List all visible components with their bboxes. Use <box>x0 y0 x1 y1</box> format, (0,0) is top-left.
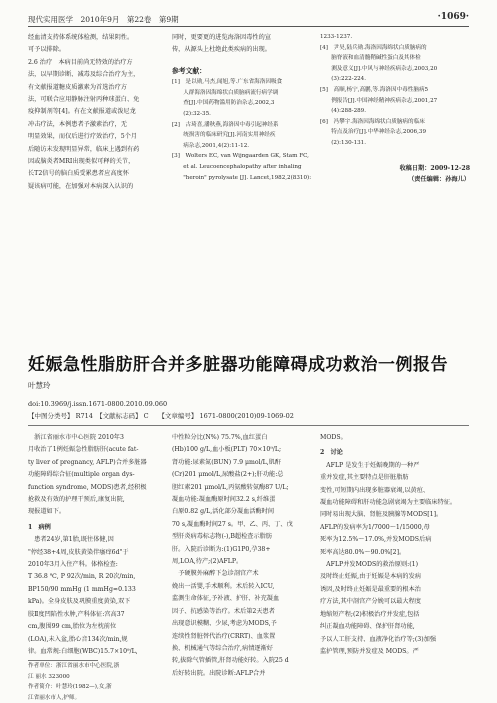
text-line: function syndrome, MODS)患者,经积极 <box>28 483 147 491</box>
text-line: 法，可联合应用静脉注射丙种球蛋白、免 <box>28 96 140 104</box>
text-line: 2.6 治疗 本病目前尚无特效的治疗方 <box>28 58 133 66</box>
reference-line: [6] 冯攀宇.海洛因海绵状白质脑病的临床 <box>320 118 425 125</box>
reference-line: 统损害的临床研究[J].河南实用神经疾 <box>172 132 276 139</box>
text-line: 70 s,凝血酶时间27 s。甲、乙、丙、丁、戊 <box>172 520 293 528</box>
text-line: 型肝炎病毒标志物(-),B超检查示脂肪 <box>172 533 273 541</box>
journal-info: 现代实用医学 2010年9月 第22卷 第9期 <box>28 15 179 24</box>
reference-line: (2):130-131. <box>320 139 367 146</box>
text-line: 地缩短产程;(2)积极治疗并发症,包括 <box>320 610 420 618</box>
text-line: 同时，更要更的进览海洛因毒性的宣 <box>172 34 271 41</box>
classification-line: 【中图分类号】 R714 【文献标志码】 C 【文章编号】 1671-0800(2010)09-1069-02 <box>28 412 294 420</box>
text-line: AFLP并发MODS的救治原则:(1) <box>320 561 418 569</box>
text-line: AFLP的发病率为1/7000～1/15000,母 <box>320 523 430 531</box>
text-line: cm,腹围99 cm,胎位为左枕前位 <box>28 623 117 631</box>
reference-line: et al. Leucoencephalopathy after inhaling <box>172 163 302 170</box>
text-line: 冲击疗法，本例患者予激素治疗，无 <box>28 120 127 128</box>
text-line: 疑该病可能，在加强对本病深入认识的 <box>28 182 134 190</box>
text-line: 死率高达80.0%～90.0%[2]。 <box>320 548 406 556</box>
text-line: 变性,可短期内出现多脏器衰竭,以黄疸、 <box>320 486 430 494</box>
text-line: 患者24岁,第1胎,既往体健,因 <box>28 536 114 544</box>
doi: doi:10.3969/j.issn.1671-0800.2010.09.060 <box>28 400 168 408</box>
text-line: "停经38+4周,皮肤黄染伴瘙痒6d"于 <box>28 548 129 556</box>
text-line: AFLP 是发生于妊娠晚期的一种严 <box>320 461 420 469</box>
page-number: ·1069· <box>437 12 469 22</box>
top-middle-column <box>172 32 312 183</box>
text-line: 纠正凝血功能障碍、保护肝肾功能, <box>320 623 415 631</box>
text-line: 白原0.82 g/L,活化部分凝血活酶时间 <box>172 508 275 516</box>
reference-line: (3):222-224. <box>320 76 367 83</box>
text-line: MODS。 <box>320 434 347 441</box>
top-right-column <box>320 32 470 185</box>
text-line: 同时易出现大脑、肾脏及胰腺等MODS[1]。 <box>320 511 443 519</box>
author-note-line: 江省丽水市人,护师。 <box>28 694 81 701</box>
text-line: 转,拔除气管插管,肝肾功能好转。入院25 d <box>172 657 289 665</box>
text-line: 法，以早期诊断、减毒及综合治疗为主， <box>28 71 140 79</box>
text-line: 2010年3月入住产科。体格检查: <box>28 561 118 569</box>
author-note-line: 作者单位：浙江省丽水市中心医院,浙 <box>28 663 120 670</box>
text-line: ty liver of pregnancy, AFLP)合并多脏器 <box>28 458 147 466</box>
text-line: BP150/90 mmHg (1 mmHg≈0.133 <box>28 585 136 593</box>
text-line: 疫抑制剂等[4]。有在文献报道或泼尼龙 <box>28 108 136 116</box>
text-line: 月收治了1例妊娠急性脂肪肝(acute fat- <box>28 446 139 454</box>
text-line: 经血清支持体系统体检测，结果阴性。 <box>28 34 134 41</box>
text-line: 及时终止妊娠,由于妊娠是本病的发病 <box>320 573 421 581</box>
reference-line: [3] Wolters EC, van Wijngaarden GK, Stam FC, <box>172 153 309 160</box>
text-line: 死率为12.5%～17.0%,并发MODS后病 <box>320 536 432 544</box>
text-line: 肾功能:尿素氮(BUN) 7.9 μmol/L,肌酐 <box>172 458 282 466</box>
text-line: 功能障碍综合征(multiple organ dys- <box>28 471 135 479</box>
body-middle-column <box>172 432 312 680</box>
text-line: 周,LOA,待产;(2)AFLP。 <box>172 558 243 566</box>
text-line: 现报道如下。 <box>28 508 66 516</box>
reference-line: 病杂志,2001,4(2):11-12. <box>172 142 250 149</box>
text-line: 疗方法,其中剖宫产分娩可以最大程度 <box>320 598 421 606</box>
reference-line: 查[J].中国药物滥用防治杂志,2002,3 <box>172 100 275 107</box>
text-line: (Hb)100 g/L,血小板(PLT) 70×10⁹/L; <box>172 446 282 454</box>
text-line: (LOA),未入盆,胎心音134次/min,规 <box>28 635 128 643</box>
running-header <box>28 12 469 27</box>
body-left-column <box>28 432 163 703</box>
text-line: 胆红素201 μmol/L,丙氨酸转氨酶87 U/L; <box>172 483 289 491</box>
text-line: 重并发症,其主要特点是肝脏脂肪 <box>320 474 409 482</box>
text-line: 后好转出院。出院诊断:AFLP合并 <box>172 669 266 677</box>
article-author: 叶慧玲 <box>28 381 51 390</box>
reference-line: 人群海洛因海绵状白质脑病流行病学调 <box>172 89 279 96</box>
text-line: (Cr)201 μmol/L,尿酸盐(2+);肝功能:总 <box>172 471 284 479</box>
author-note-line: 江 丽水 323000 <box>28 673 70 680</box>
text-line: T 36.8 ℃, P 92次/min, R 20次/min, <box>28 573 136 581</box>
text-line: 出现意识模糊、少尿,考虑为MODS,予 <box>172 620 277 628</box>
reference-line: [5] 高顺,杨宁,高鹏,等.海洛因中毒性脑病5 <box>320 86 429 93</box>
reference-line: 特点及治疗[J].中华神经杂志,2006,39 <box>320 129 427 136</box>
text-line: 有文献报道糖皮质激素为首选治疗方 <box>28 83 127 91</box>
text-line: 凝血功能障碍和肝功能急剧衰竭为主要临床特征。 <box>320 499 457 507</box>
text-line: 可予以排除。 <box>28 46 66 54</box>
reference-line: "heroin" pyrolysate [J]. Lancet,1982,2(8310): <box>172 174 312 181</box>
text-line: 浙江省丽水市中心医院 2010年3 <box>28 434 124 441</box>
text-line: 凝血功能:凝血酶原时间32.2 s,纤维蛋 <box>172 496 276 504</box>
text-line: 后随访未发现明显异常，临床上遇到有药 <box>28 145 140 153</box>
body-right-column <box>320 432 470 658</box>
text-line: 因子、抗感染等治疗。术后第2天患者 <box>172 607 275 615</box>
text-line: 因或脑炎者MRI出现类似可释的关节， <box>28 158 135 166</box>
reference-line: [4] 尹昊,陆兵勋.海洛因海绵状白质脑病的 <box>320 44 427 51</box>
reference-line: (4):288-289. <box>320 108 367 115</box>
text-line: 长T2信号的脑白质受累患者应高度怀 <box>28 170 129 178</box>
reference-line: 例报告[J].中国神经精神疾病杂志,2001,27 <box>320 97 438 104</box>
text-line: 明显效果，而仅后进行疗效治疗，5个月 <box>28 133 138 141</box>
text-line: 抢救及有效的护理干预后,康复出院, <box>28 496 125 504</box>
article-title: 妊娠急性脂肪肝合并多脏器功能障碍成功救治一例报告 <box>28 355 448 375</box>
references-heading: 参考文献： <box>172 66 206 75</box>
responsible-editor: （责任编辑：孙海儿） <box>408 175 470 183</box>
text-line: 传，从源头上杜绝此类疾病的出现。 <box>172 46 271 54</box>
text-line: 肝。入院后诊断为:(1)G1P0,孕38+ <box>172 545 271 553</box>
text-line: kPa)。全身皮肤及巩膜重度黄染,双下 <box>28 598 131 606</box>
text-line: 监测生命体征,予补液、护肝、补充凝血 <box>172 595 280 603</box>
text-line: 连续性肾脏替代治疗(CRRT)、血浆置 <box>172 632 276 640</box>
text-line: 予硬膜外麻醉下急诊剖宫产术 <box>172 570 259 578</box>
reference-line: 1233-1237. <box>320 34 353 40</box>
divider <box>28 425 469 426</box>
author-note-line: 作者简介：叶慧玲(1982—),女,浙 <box>28 684 112 691</box>
section-heading-case: 1 病例 <box>28 523 51 531</box>
reference-line: 测及意义[J].中风与神经疾病杂志,2003,20 <box>320 65 438 72</box>
text-line: 换、机械通气等综合治疗,病情逐渐好 <box>172 644 273 652</box>
text-line: 中性粒分比(N%) 75.7%,血红蛋白 <box>172 434 268 441</box>
text-line: 律。血常规:白细胞(WBC)15.7×10⁹/L, <box>28 647 138 655</box>
top-left-column <box>28 32 163 193</box>
text-line: 诱因,及时终止妊娠是最重要的根本治 <box>320 585 421 593</box>
section-heading-discussion: 2 讨论 <box>320 449 343 457</box>
text-line: 娩出一活婴,手术顺利。术后转入ICU, <box>172 582 275 590</box>
received-date: 收稿日期：2009-12-28 <box>399 164 470 172</box>
reference-line: [1] 是以勋,马杰,闻旭,等.广东省海洛因吸食 <box>172 79 283 86</box>
reference-line: [2] 古琦喜,潘秋燕,海洛因中毒引起神经系 <box>172 121 279 128</box>
text-line: 肢Ⅱ度凹陷性水肿,产科体征:宫高37 <box>28 610 125 618</box>
text-line: 予以人工肝支持、血液净化治疗等;(3)加强 <box>320 635 437 643</box>
reference-line: 脑脊液和血清髓鞘碱性蛋白及其体检 <box>320 55 421 62</box>
text-line: 监护管理,预防并发症及 MODS。严 <box>320 647 419 655</box>
reference-line: (2):32-35. <box>172 111 211 117</box>
